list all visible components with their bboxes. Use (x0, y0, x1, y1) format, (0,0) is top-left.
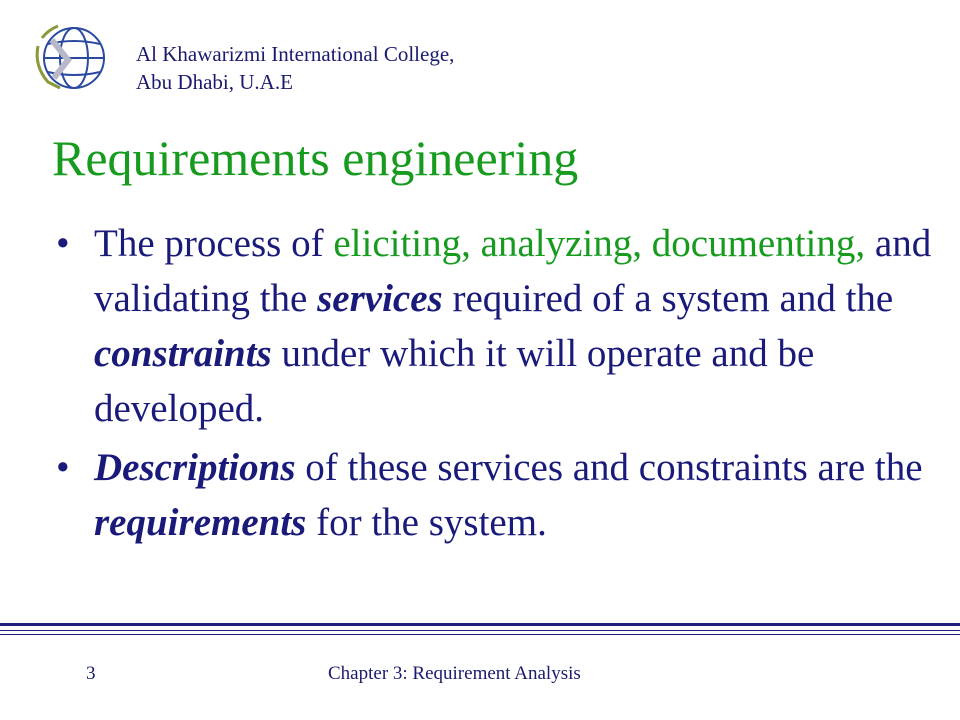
footer-divider-thin (0, 634, 960, 635)
emphasis-descriptions: Descriptions (94, 446, 296, 489)
page-number: 3 (86, 663, 96, 684)
bullet-item-descriptions (56, 440, 936, 550)
text-run: of these services and constraints are the (295, 446, 923, 489)
text-run: required of a system and the (442, 277, 894, 320)
college-name-line1: Al Khawarizmi International College, (136, 42, 455, 66)
highlight-documenting: documenting, (651, 222, 866, 265)
footer-divider-thin (0, 630, 960, 631)
college-name (136, 40, 454, 96)
highlight-analyzing: analyzing, (480, 222, 643, 265)
text-space (642, 222, 652, 265)
text-run: for the system. (306, 501, 547, 544)
footer-chapter-title: Chapter 3: Requirement Analysis (328, 663, 581, 684)
slide-title: Requirements engineering (52, 130, 579, 186)
footer-divider-thick (0, 623, 960, 626)
bullet-item-process (56, 216, 936, 436)
emphasis-services: services (317, 277, 443, 320)
highlight-eliciting: eliciting, (333, 222, 471, 265)
college-location: Abu Dhabi, U.A.E (136, 70, 293, 94)
text-run: under which it will operate and be developed. (94, 332, 815, 430)
bullet-dot: • (56, 222, 70, 265)
bullet-list (56, 216, 936, 550)
emphasis-requirements: requirements (94, 501, 307, 544)
college-logo (30, 16, 112, 98)
bullet-dot: • (56, 446, 70, 489)
emphasis-constraints: constraints (94, 332, 272, 375)
text-run: The process of (94, 222, 334, 265)
text-run: and validating the (94, 222, 932, 320)
text-space (471, 222, 481, 265)
